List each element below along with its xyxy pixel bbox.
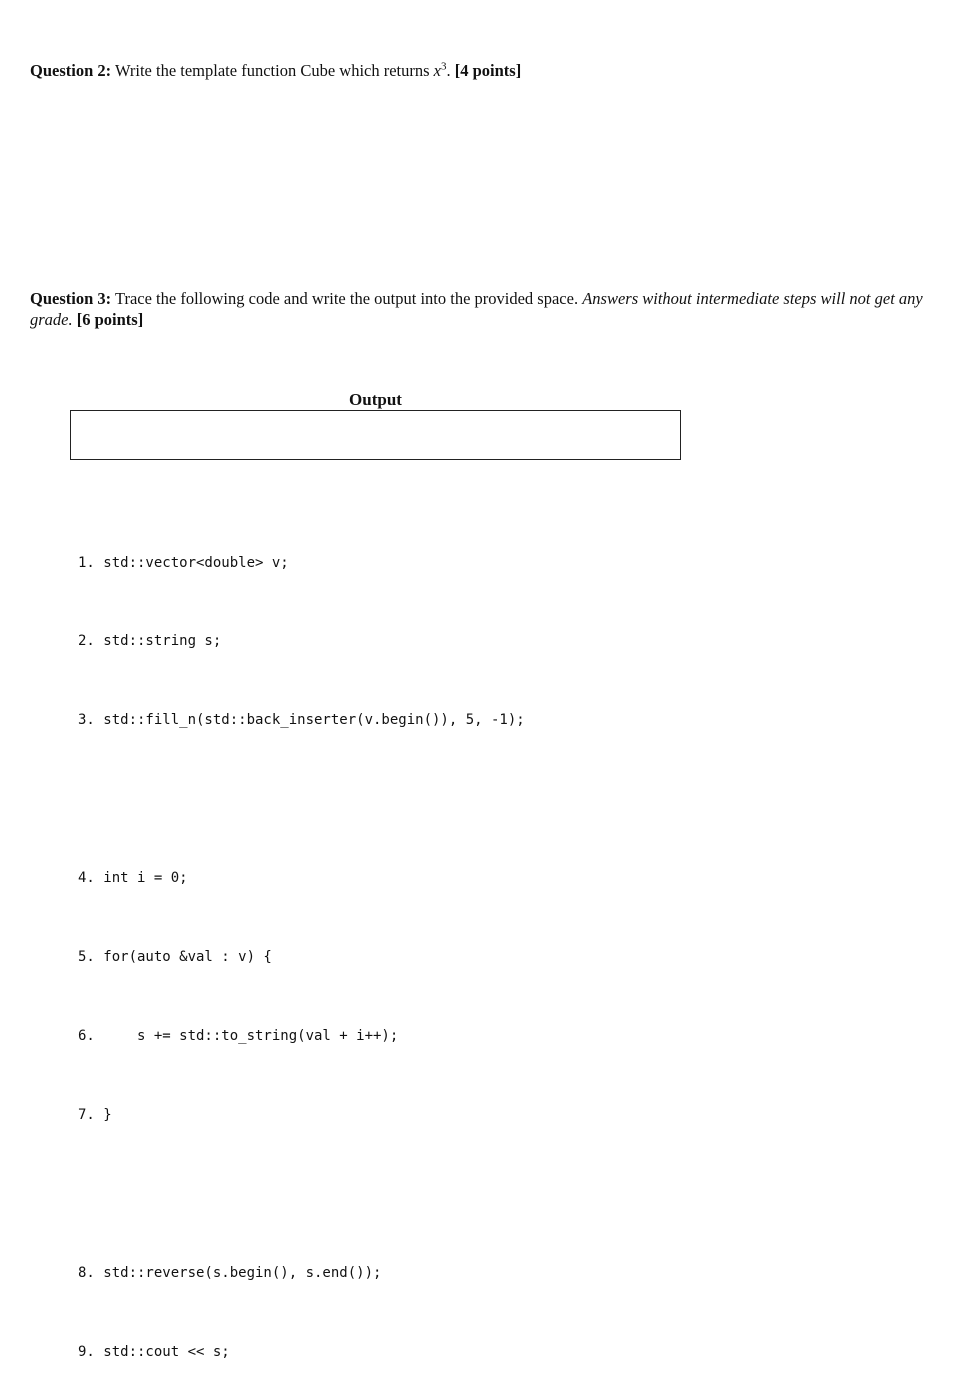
math-exponent: 3	[441, 60, 447, 73]
question-3-points: [6 points]	[76, 310, 144, 329]
code-line: 3. std::fill_n(std::back_inserter(v.begin()), 5, -1);	[78, 712, 525, 729]
code-line: 4. int i = 0;	[78, 870, 188, 887]
code-line: 2. std::string s;	[78, 633, 222, 650]
output-answer-box[interactable]	[70, 410, 681, 460]
question-3	[30, 288, 930, 330]
question-2-label: Question 2:	[30, 61, 112, 80]
question-3-italic-note: Answers without intermediate steps will not get any grade.	[30, 289, 923, 329]
question-2-after-math: .	[446, 61, 455, 80]
code-line: 1. std::vector<double> v;	[78, 554, 289, 571]
code-line: 8. std::reverse(s.begin(), s.end());	[78, 1264, 382, 1281]
output-title: Output	[349, 390, 402, 409]
question-2-text: Write the template function Cube which returns	[111, 61, 434, 80]
code-line: 7. }	[78, 1106, 112, 1123]
question-2-points: [4 points]	[454, 61, 522, 80]
code-line: 5. for(auto &val : v) {	[78, 949, 272, 966]
question-3-label: Question 3:	[30, 289, 112, 308]
question-3-text: Trace the following code and write the output into the provided space.	[111, 289, 583, 308]
code-line: 6. s += std::to_string(val + i++);	[78, 1027, 399, 1044]
code-blank-line	[78, 1181, 525, 1207]
code-line: 9. std::cout << s;	[78, 1343, 230, 1360]
code-listing	[78, 497, 525, 1391]
question-2	[30, 60, 930, 81]
math-base: x	[433, 61, 441, 80]
code-blank-line	[78, 786, 525, 812]
